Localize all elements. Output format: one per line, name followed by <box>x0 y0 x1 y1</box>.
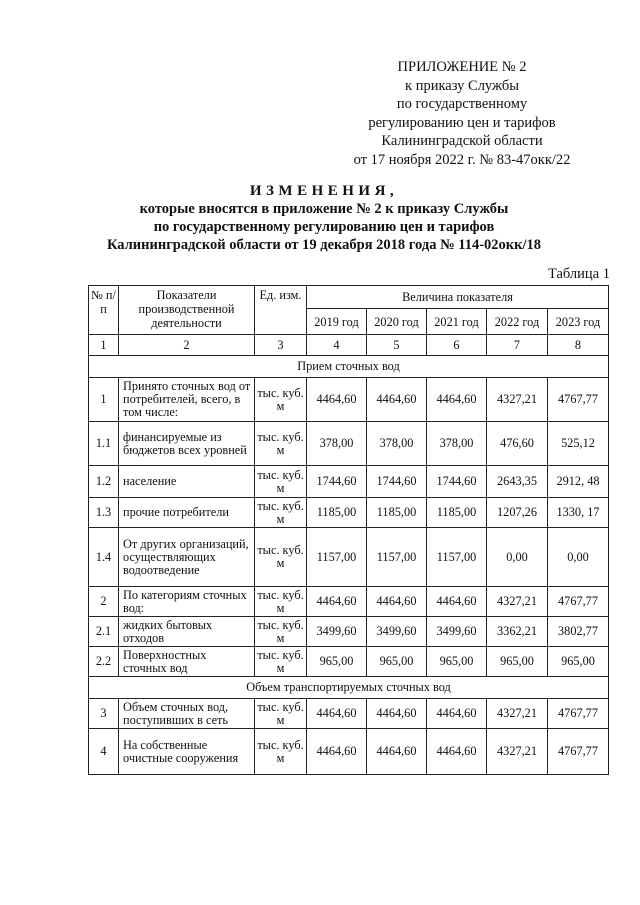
row-value: 2643,35 <box>487 466 548 498</box>
row-unit: тыс. куб. м <box>255 422 307 466</box>
row-value: 378,00 <box>427 422 487 466</box>
appendix-number: ПРИЛОЖЕНИЕ № 2 <box>397 59 527 75</box>
document-title <box>96 182 552 254</box>
column-index: 3 <box>255 335 307 356</box>
col-header-year: 2023 год <box>548 309 609 335</box>
row-unit: тыс. куб. м <box>255 617 307 647</box>
column-index: 5 <box>367 335 427 356</box>
col-header-year: 2021 год <box>427 309 487 335</box>
row-value: 378,00 <box>307 422 367 466</box>
row-value: 1744,60 <box>427 466 487 498</box>
row-unit: тыс. куб. м <box>255 587 307 617</box>
row-unit: тыс. куб. м <box>255 699 307 729</box>
row-unit: тыс. куб. м <box>255 647 307 677</box>
row-number: 1.4 <box>89 528 119 587</box>
row-value: 4767,77 <box>548 378 609 422</box>
row-value: 4327,21 <box>487 699 548 729</box>
row-value: 3499,60 <box>307 617 367 647</box>
row-value: 3362,21 <box>487 617 548 647</box>
row-value: 4464,60 <box>307 729 367 775</box>
row-value: 1157,00 <box>367 528 427 587</box>
row-value: 4464,60 <box>307 699 367 729</box>
row-number: 1.1 <box>89 422 119 466</box>
col-header-unit: Ед. изм. <box>255 286 307 335</box>
row-number: 3 <box>89 699 119 729</box>
row-value: 4464,60 <box>427 378 487 422</box>
appendix-line: по государственному <box>396 96 528 112</box>
column-index: 1 <box>89 335 119 356</box>
section-row <box>89 677 609 699</box>
col-header-num: № п/п <box>89 286 119 335</box>
row-value: 965,00 <box>487 647 548 677</box>
row-value: 3499,60 <box>367 617 427 647</box>
row-indicator: прочие потребители <box>119 498 255 528</box>
row-number: 2 <box>89 587 119 617</box>
col-header-year: 2020 год <box>367 309 427 335</box>
section-title: Прием сточных вод <box>89 356 609 378</box>
table-row <box>89 647 609 677</box>
row-number: 1.2 <box>89 466 119 498</box>
row-value: 0,00 <box>548 528 609 587</box>
table-row <box>89 699 609 729</box>
row-value: 3802,77 <box>548 617 609 647</box>
row-value: 1157,00 <box>307 528 367 587</box>
appendix-header <box>322 58 602 169</box>
column-index: 6 <box>427 335 487 356</box>
table-row <box>89 528 609 587</box>
row-value: 965,00 <box>367 647 427 677</box>
column-index: 2 <box>119 335 255 356</box>
row-number: 2.1 <box>89 617 119 647</box>
row-value: 1185,00 <box>307 498 367 528</box>
table-row <box>89 587 609 617</box>
row-value: 1185,00 <box>367 498 427 528</box>
row-number: 1 <box>89 378 119 422</box>
row-value: 1185,00 <box>427 498 487 528</box>
appendix-line: Калининградской области <box>381 133 543 149</box>
row-unit: тыс. куб. м <box>255 466 307 498</box>
row-value: 1744,60 <box>367 466 427 498</box>
header-row <box>89 286 609 309</box>
row-value: 476,60 <box>487 422 548 466</box>
row-value: 378,00 <box>367 422 427 466</box>
row-number: 2.2 <box>89 647 119 677</box>
indicators-table <box>88 285 609 775</box>
col-header-year: 2022 год <box>487 309 548 335</box>
row-value: 0,00 <box>487 528 548 587</box>
row-value: 965,00 <box>548 647 609 677</box>
row-value: 965,00 <box>307 647 367 677</box>
column-index: 7 <box>487 335 548 356</box>
table-row <box>89 378 609 422</box>
table-row <box>89 729 609 775</box>
row-indicator: жидких бытовых отходов <box>119 617 255 647</box>
col-header-value: Величина показателя <box>307 286 609 309</box>
title-line: которые вносятся в приложение № 2 к приказу Службы <box>139 201 509 217</box>
col-header-year: 2019 год <box>307 309 367 335</box>
row-value: 4464,60 <box>307 378 367 422</box>
row-indicator: Поверхностных сточных вод <box>119 647 255 677</box>
row-value: 4327,21 <box>487 378 548 422</box>
row-number: 1.3 <box>89 498 119 528</box>
column-index: 4 <box>307 335 367 356</box>
row-value: 4327,21 <box>487 587 548 617</box>
row-value: 4464,60 <box>367 699 427 729</box>
row-indicator: финансируемые из бюджетов всех уровней <box>119 422 255 466</box>
row-indicator: От других организаций, осуществляющих водоотведение <box>119 528 255 587</box>
column-index: 8 <box>548 335 609 356</box>
row-value: 4327,21 <box>487 729 548 775</box>
row-value: 4464,60 <box>367 378 427 422</box>
row-indicator: Объем сточных вод, поступивших в сеть <box>119 699 255 729</box>
row-indicator: население <box>119 466 255 498</box>
title-line: по государственному регулированию цен и тарифов <box>153 219 495 235</box>
row-value: 4767,77 <box>548 699 609 729</box>
row-value: 965,00 <box>427 647 487 677</box>
row-value: 525,12 <box>548 422 609 466</box>
appendix-line: к приказу Службы <box>405 77 519 94</box>
row-value: 4767,77 <box>548 729 609 775</box>
row-indicator: На собственные очистные сооружения <box>119 729 255 775</box>
row-value: 4464,60 <box>427 729 487 775</box>
row-unit: тыс. куб. м <box>255 498 307 528</box>
table-row <box>89 498 609 528</box>
row-value: 4464,60 <box>427 587 487 617</box>
row-value: 4464,60 <box>367 587 427 617</box>
row-unit: тыс. куб. м <box>255 378 307 422</box>
row-value: 1207,26 <box>487 498 548 528</box>
appendix-date: от 17 ноября 2022 г. № 83-47окк/22 <box>353 151 571 168</box>
table-row <box>89 617 609 647</box>
row-unit: тыс. куб. м <box>255 528 307 587</box>
row-value: 1744,60 <box>307 466 367 498</box>
title-main: ИЗМЕНЕНИЯ, <box>249 183 399 199</box>
appendix-line: регулированию цен и тарифов <box>368 114 556 131</box>
row-number: 4 <box>89 729 119 775</box>
table-caption: Таблица 1 <box>547 266 610 282</box>
section-title: Объем транспортируемых сточных вод <box>89 677 609 699</box>
column-index-row <box>89 335 609 356</box>
section-row <box>89 356 609 378</box>
table-row <box>89 422 609 466</box>
table-row <box>89 466 609 498</box>
row-indicator: По категориям сточных вод: <box>119 587 255 617</box>
row-value: 2912, 48 <box>548 466 609 498</box>
row-unit: тыс. куб. м <box>255 729 307 775</box>
title-line: Калининградской области от 19 декабря 2018 года № 114-02окк/18 <box>106 237 542 253</box>
row-value: 4767,77 <box>548 587 609 617</box>
row-value: 3499,60 <box>427 617 487 647</box>
row-indicator: Принято сточных вод от потребителей, всего, в том числе: <box>119 378 255 422</box>
col-header-indicator: Показатели производственной деятельности <box>119 286 255 335</box>
row-value: 1157,00 <box>427 528 487 587</box>
row-value: 4464,60 <box>427 699 487 729</box>
row-value: 4464,60 <box>367 729 427 775</box>
row-value: 1330, 17 <box>548 498 609 528</box>
row-value: 4464,60 <box>307 587 367 617</box>
